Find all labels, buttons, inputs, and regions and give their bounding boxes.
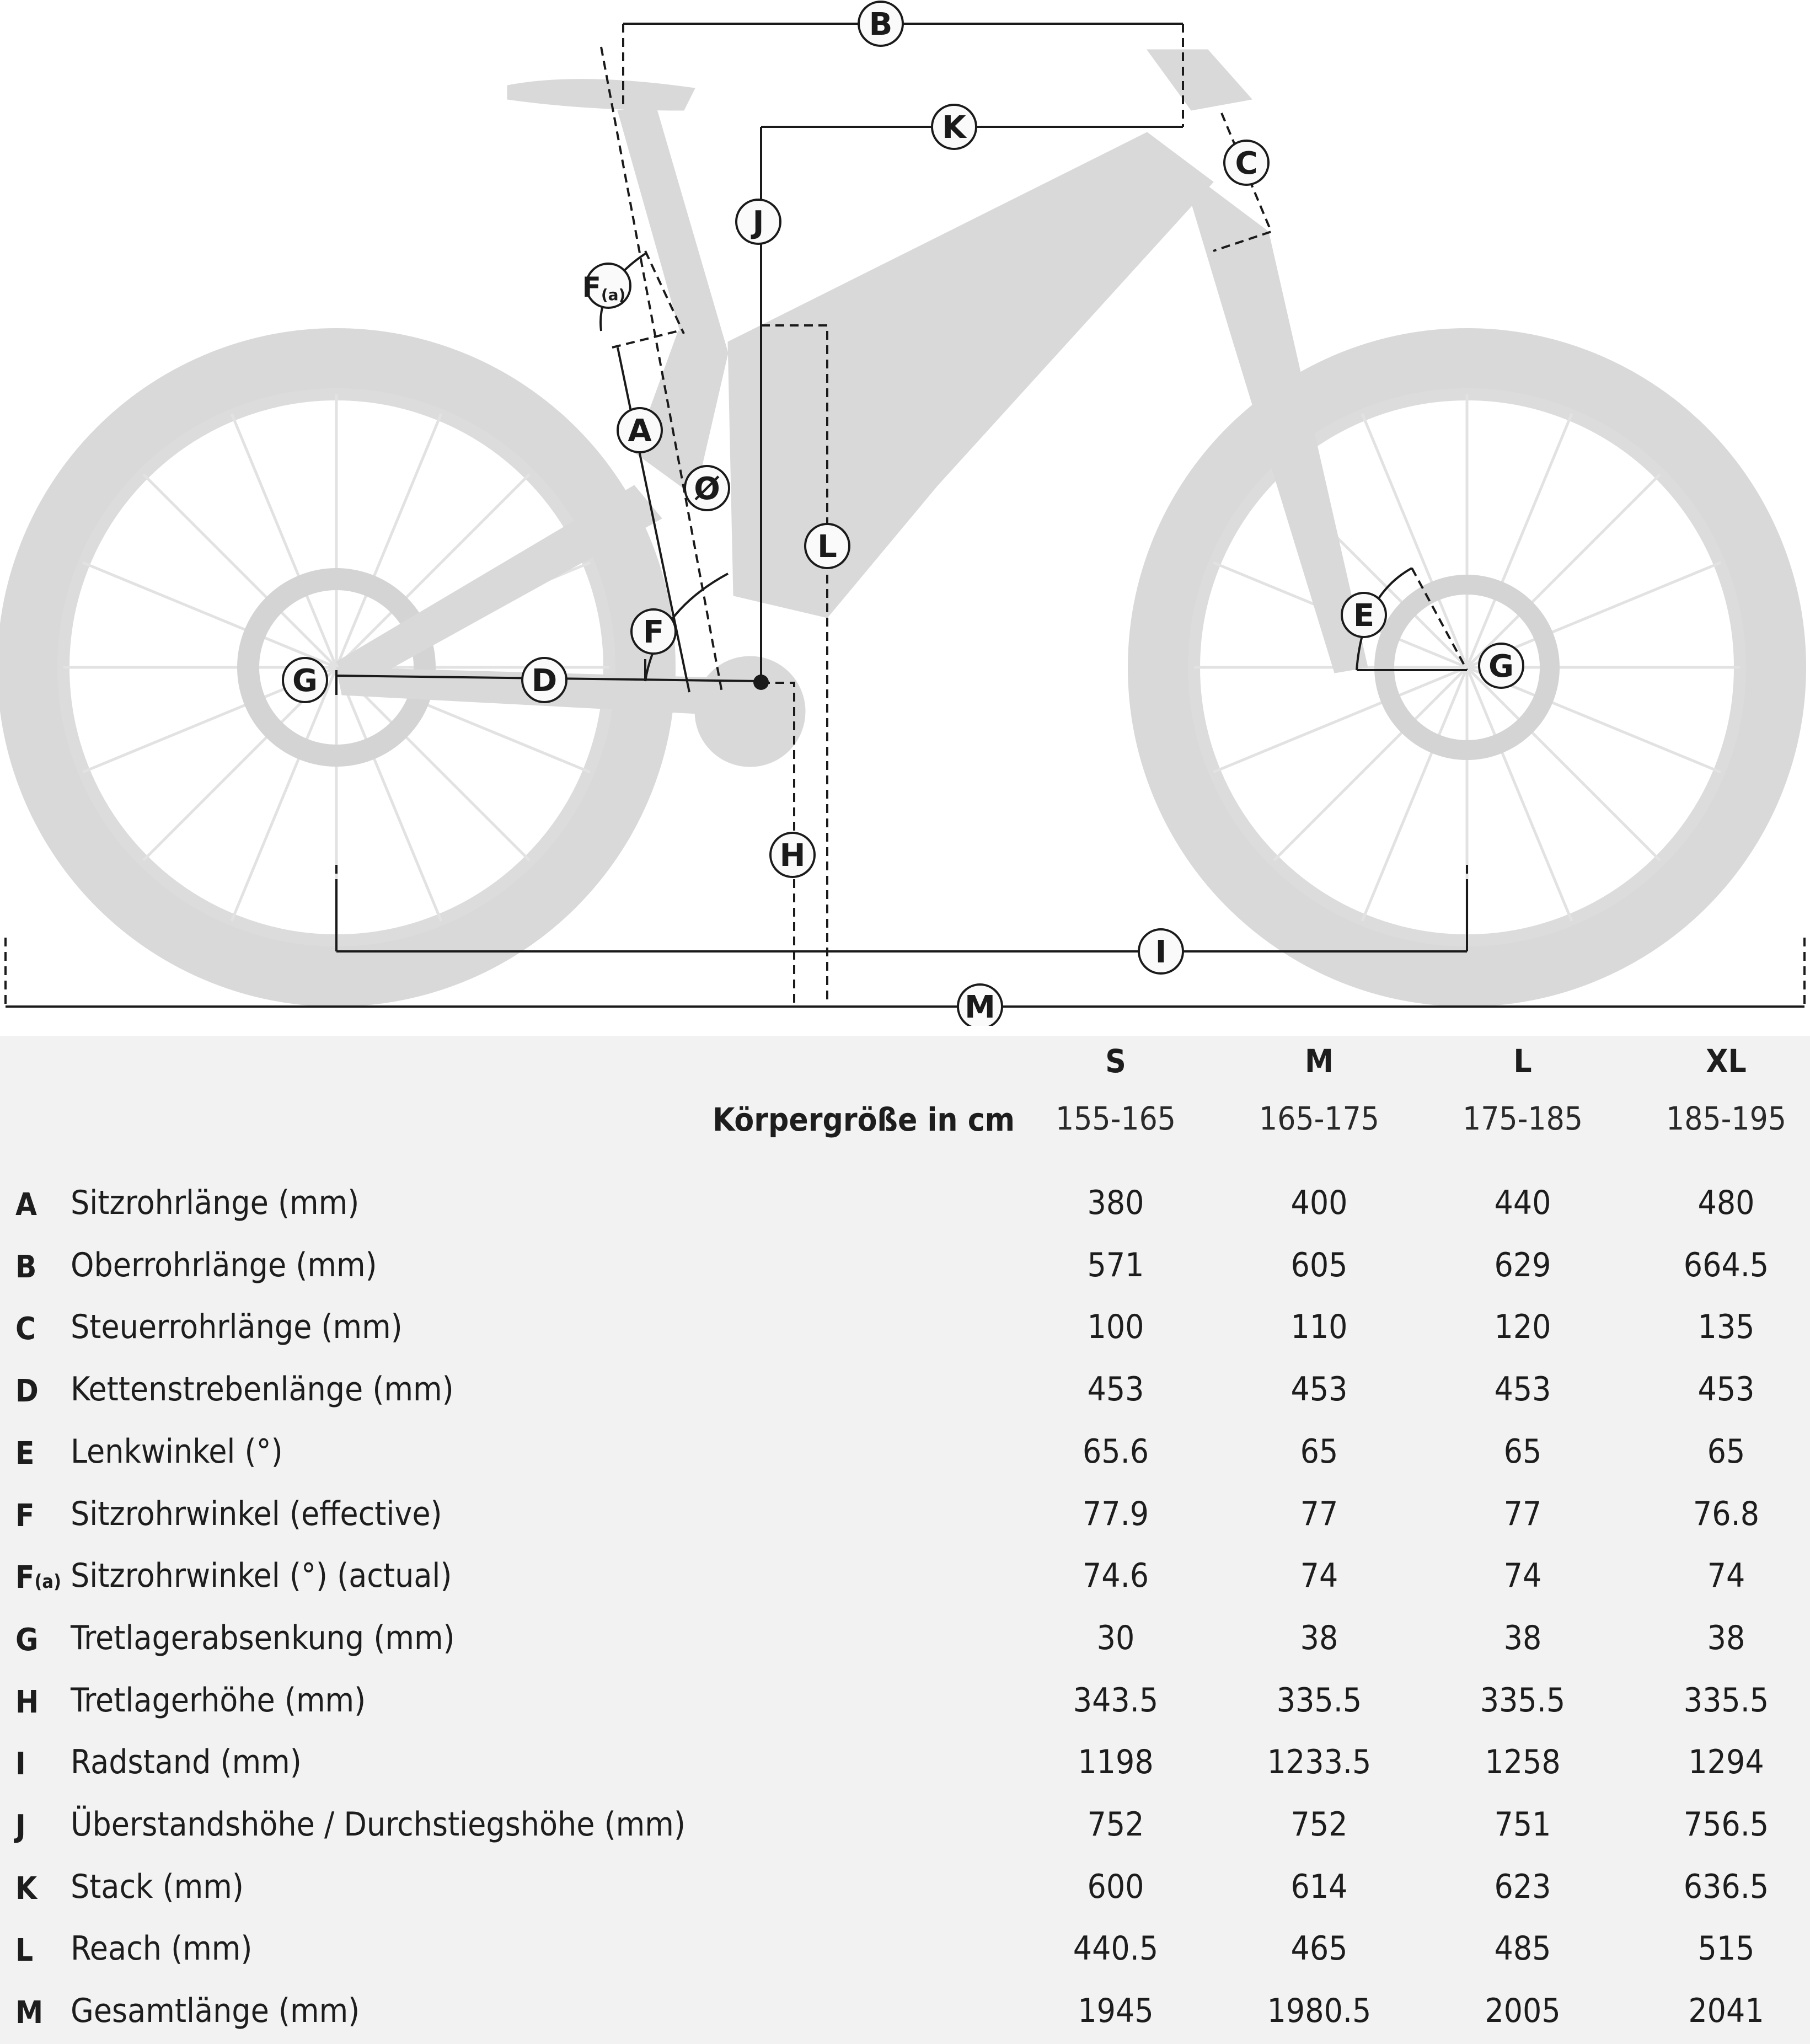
row-value: 135 (1697, 1308, 1755, 1346)
row-value: 1233.5 (1267, 1743, 1372, 1781)
size-l-header: L (1513, 1042, 1532, 1080)
row-name: Stack (mm) (71, 1868, 244, 1906)
row-value: 380 (1087, 1184, 1144, 1222)
row-name: Kettenstrebenlänge (mm) (71, 1370, 454, 1409)
row-code: F (15, 1498, 35, 1534)
row-code: A (15, 1187, 37, 1223)
row-name: Radstand (mm) (71, 1743, 302, 1781)
label-k-text: J (752, 205, 764, 240)
seatpost (618, 108, 728, 364)
row-name: Sitzrohrwinkel (effective) (71, 1495, 442, 1533)
row-code: K (15, 1871, 38, 1907)
label-a (618, 408, 662, 452)
label-f (631, 609, 676, 654)
row-value: 74 (1707, 1556, 1745, 1595)
row-value: 1198 (1078, 1743, 1154, 1781)
row-name: Sitzrohrwinkel (°) (actual) (71, 1556, 452, 1595)
row-name: Gesamtlänge (mm) (71, 1992, 360, 2030)
label-d-text: D (531, 663, 558, 699)
label-b-text: B (869, 7, 893, 42)
geometry-table (0, 1036, 1810, 2044)
row-value: 571 (1087, 1246, 1144, 1285)
row-value: 77 (1503, 1495, 1542, 1533)
chainring (695, 656, 805, 767)
label-f-text: F (642, 614, 665, 650)
label-d (522, 658, 566, 702)
row-value: 120 (1494, 1308, 1551, 1346)
row-value: 440 (1494, 1184, 1551, 1222)
row-value: 2041 (1688, 1992, 1764, 2030)
label-i (1139, 929, 1183, 973)
row-code: D (15, 1373, 39, 1409)
label-b (859, 2, 903, 46)
label-h (770, 833, 815, 877)
row-code: I (15, 1746, 26, 1782)
size-s-range: 155-165 (1056, 1100, 1176, 1137)
label-m-text: M (965, 989, 995, 1025)
row-value: 335.5 (1480, 1681, 1566, 1720)
row-name: Tretlagerabsenkung (mm) (71, 1619, 455, 1657)
label-a-text: A (628, 413, 652, 449)
row-value: 1294 (1688, 1743, 1764, 1781)
row-value: 453 (1087, 1370, 1144, 1409)
row-code: E (15, 1436, 35, 1472)
label-l-text: K (942, 110, 966, 146)
saddle (507, 79, 695, 110)
row-value: 1945 (1078, 1992, 1154, 2030)
row-value: 74.6 (1082, 1556, 1149, 1595)
row-value: 480 (1697, 1184, 1755, 1222)
row-value: 605 (1290, 1246, 1348, 1285)
row-code: F(a) (15, 1560, 62, 1596)
row-code: G (15, 1622, 39, 1658)
label-g-rear-text: G (292, 663, 318, 699)
row-value: 335.5 (1683, 1681, 1769, 1720)
label-c (1224, 141, 1268, 185)
label-fa (582, 264, 630, 308)
row-value: 614 (1290, 1868, 1348, 1906)
row-value: 629 (1494, 1246, 1551, 1285)
row-value: 623 (1494, 1868, 1551, 1906)
row-code: B (15, 1249, 37, 1285)
row-name: Lenkwinkel (°) (71, 1432, 283, 1471)
row-value: 343.5 (1073, 1681, 1159, 1720)
row-value: 465 (1290, 1929, 1348, 1968)
label-k (736, 200, 780, 244)
row-value: 100 (1087, 1308, 1144, 1346)
row-value: 664.5 (1683, 1246, 1769, 1285)
row-value: 440.5 (1073, 1929, 1159, 1968)
row-value: 756.5 (1683, 1805, 1769, 1844)
stem (1147, 50, 1252, 110)
row-value: 453 (1697, 1370, 1755, 1409)
row-value: 636.5 (1683, 1868, 1769, 1906)
row-value: 2005 (1485, 1992, 1561, 2030)
row-name: Überstandshöhe / Durchstiegshöhe (mm) (71, 1805, 686, 1844)
row-name: Oberrohrlänge (mm) (71, 1246, 377, 1285)
row-value: 76.8 (1693, 1495, 1760, 1533)
label-e-text: E (1353, 598, 1375, 634)
row-value: 38 (1503, 1619, 1542, 1657)
main-frame (728, 132, 1213, 618)
label-g-front (1479, 644, 1523, 688)
row-value: 65.6 (1082, 1432, 1149, 1471)
row-value: 74 (1503, 1556, 1542, 1595)
row-value: 38 (1707, 1619, 1745, 1657)
size-xl-header: XL (1706, 1042, 1747, 1080)
row-name: Tretlagerhöhe (mm) (71, 1681, 366, 1720)
row-value: 30 (1096, 1619, 1135, 1657)
label-j (805, 524, 849, 568)
row-name: Reach (mm) (71, 1929, 253, 1968)
row-value: 485 (1494, 1929, 1551, 1968)
label-m (958, 984, 1002, 1026)
row-value: 110 (1290, 1308, 1348, 1346)
row-code: J (15, 1808, 26, 1844)
row-value: 65 (1503, 1432, 1542, 1471)
bottom-bracket-point (753, 675, 769, 690)
label-oe-text: Ø (694, 471, 720, 507)
row-code: M (15, 1995, 44, 2031)
row-value: 38 (1300, 1619, 1338, 1657)
row-value: 77.9 (1082, 1495, 1149, 1533)
row-name: Steuerrohrlänge (mm) (71, 1308, 403, 1346)
size-l-range: 175-185 (1463, 1100, 1583, 1137)
row-code: L (15, 1933, 34, 1968)
svg-text:F(a): F(a) (582, 271, 626, 304)
row-value: 65 (1300, 1432, 1338, 1471)
size-m-header: M (1305, 1042, 1334, 1080)
row-value: 65 (1707, 1432, 1745, 1471)
row-value: 515 (1697, 1929, 1755, 1968)
row-value: 751 (1494, 1805, 1551, 1844)
size-m-range: 165-175 (1259, 1100, 1379, 1137)
row-value: 453 (1494, 1370, 1551, 1409)
row-code: H (15, 1684, 39, 1720)
label-c-text: C (1235, 146, 1258, 181)
row-value: 400 (1290, 1184, 1348, 1222)
row-code: C (15, 1311, 36, 1347)
row-value: 1258 (1485, 1743, 1561, 1781)
size-s-header: S (1105, 1042, 1126, 1080)
row-value: 74 (1300, 1556, 1338, 1595)
label-e (1342, 593, 1386, 637)
row-value: 335.5 (1276, 1681, 1362, 1720)
body-height-label: Körpergröße in cm (712, 1101, 1015, 1138)
row-value: 1980.5 (1267, 1992, 1372, 2030)
label-j-text: L (817, 529, 837, 565)
row-value: 453 (1290, 1370, 1348, 1409)
bike-silhouette (28, 50, 1776, 976)
label-oe (685, 466, 729, 510)
row-name: Sitzrohrlänge (mm) (71, 1184, 360, 1222)
row-value: 600 (1087, 1868, 1144, 1906)
label-i-text: I (1155, 934, 1167, 970)
label-h-text: H (779, 838, 806, 874)
row-value: 752 (1087, 1805, 1144, 1844)
row-value: 752 (1290, 1805, 1348, 1844)
label-l (932, 105, 976, 149)
row-value: 77 (1300, 1495, 1338, 1533)
label-g-rear (283, 658, 327, 702)
size-xl-range: 185-195 (1666, 1100, 1786, 1137)
label-g-front-text: G (1488, 649, 1514, 684)
